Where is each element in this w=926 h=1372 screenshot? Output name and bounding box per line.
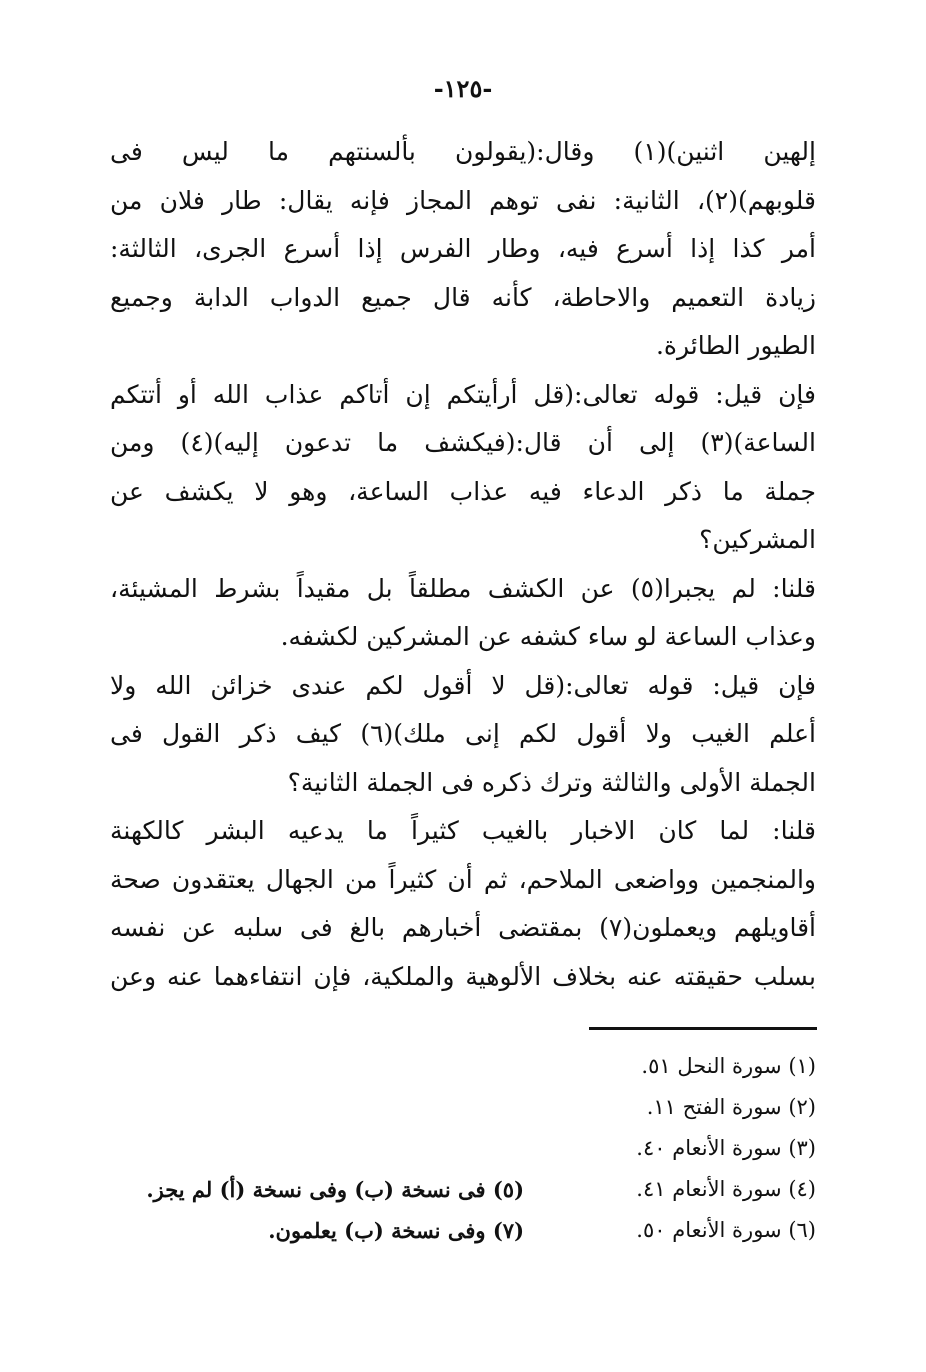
text-line: قلنا: لم يجبرا(٥) عن الكشف مطلقاً بل مقيداً بشرط المشيئة، [110,573,816,603]
body-text [110,128,816,1001]
footnote: (٤) سورة الأنعام ٤١. [636,1177,816,1201]
text-line: أقاويلهم ويعملون(٧) بمقتضى أخبارهم بالغ فى سلبه عن نفسه [110,913,816,942]
text-line: فإن قيل: قوله تعالى:(قل أرأيتكم إن أتاكم عذاب الله أو أتتكم [110,379,816,409]
footnote: (٧) وفى نسخة (ب) يعلمون. [268,1218,524,1243]
text-line: قلنا: لما كان الاخبار بالغيب كثيراً ما يدعيه البشر كالكهنة [110,816,816,845]
footnotes [100,1046,816,1251]
text-line: قلوبهم)(٢)، الثانية: نفى توهم المجاز فإنه يقال: طار فلان من [110,185,816,215]
footnote: (٦) سورة الأنعام ٥٠. [636,1218,816,1242]
text-line: أمر كذا إذا أسرع فيه، وطار الفرس إذا أسرع الجرى، الثالثة: [110,234,816,263]
text-line: بسلب حقيقته عنه بخلاف الألوهية والملكية، فإن انتفاءهما عنه وعن [110,961,816,991]
footnote-row [100,1169,816,1210]
text-line: الطيور الطائرة. [655,331,816,360]
footnote: (١) سورة النحل ٥١. [641,1054,816,1078]
footnote: (٥) فى نسخة (ب) وفى نسخة (أ) لم يجز. [146,1177,524,1202]
text-line: أعلم الغيب ولا أقول لكم إنى ملك)(٦) كيف ذكر القول فى [110,719,816,748]
page-number: -١٢٥- [433,74,493,103]
text-line: الجملة الأولى والثالثة وترك ذكره فى الجملة الثانية؟ [287,767,816,797]
footnote-row [100,1210,816,1251]
text-line: والمنجمين وواضعى الملاحم، ثم أن كثيراً من الجهال يعتقدون صحة [110,864,816,894]
text-line: الساعة)(٣) إلى أن قال:(فيكشف ما تدعون إليه)(٤) ومن [110,428,816,457]
text-line: إلهين اثنين)(١) وقال:(يقولون بألسنتهم ما ليس فى [110,137,816,166]
text-line: فإن قيل: قوله تعالى:(قل لا أقول لكم عندى خزائن الله ولا [110,670,816,700]
footnote-row [100,1087,816,1128]
text-line: زيادة التعميم والاحاطة، كأنه قال جميع الدواب الدابة وجميع [110,282,816,312]
footnote: (٣) سورة الأنعام ٤٠. [636,1136,816,1160]
footnote-row [100,1046,816,1087]
footnote: (٢) سورة الفتح ١١. [646,1095,816,1119]
footnote-separator [589,1027,817,1030]
text-line: جملة ما ذكر الدعاء فيه عذاب الساعة، وهو لا يكشف عن [110,476,816,506]
footnote-row [100,1128,816,1169]
text-line: المشركين؟ [699,525,816,554]
text-line: وعذاب الساعة لو ساء كشفه عن المشركين لكشفه. [280,622,816,651]
